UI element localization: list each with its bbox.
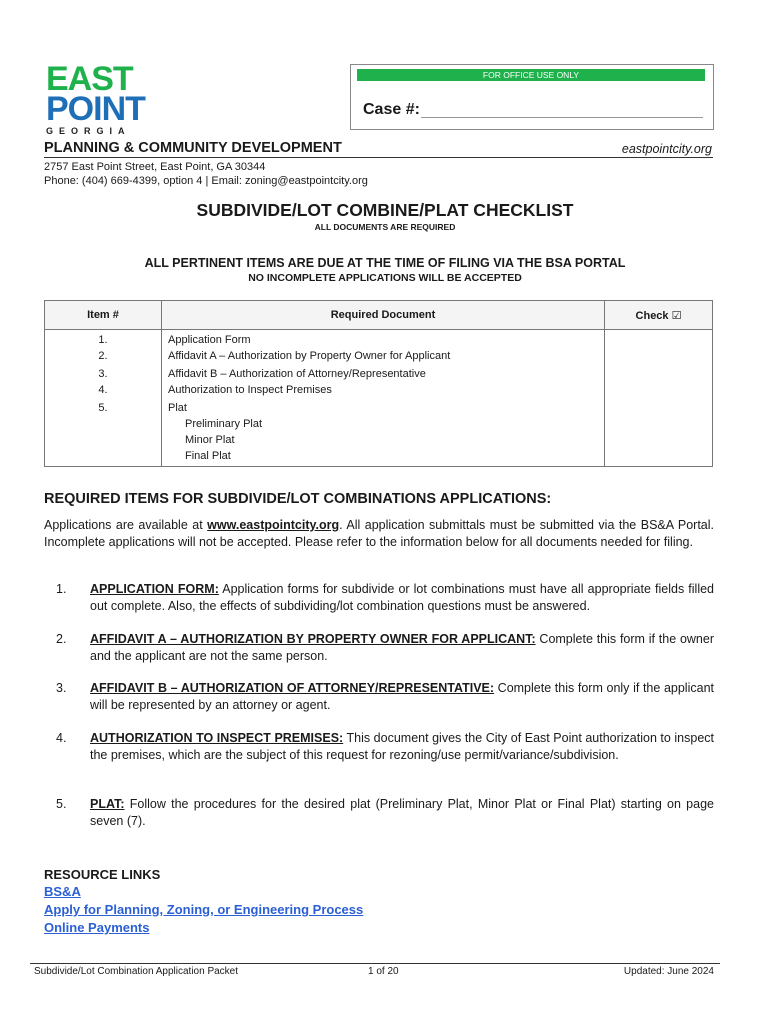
plat-subtype: Preliminary Plat [185,418,263,430]
page-number: 1 of 20 [368,966,399,977]
document-name: Authorization to Inspect Premises [168,384,332,396]
header-check: Check ☑ [605,301,713,330]
item-text: Complete this form only if the applicant will be represented by an attorney or agent. [90,681,714,712]
intro-text-cont: . All application submittals must be submitted via the BS&A Portal. Incomplete applications will not be accepted. Please refer to the information below for all documents needed for filing. [44,518,715,549]
office-use-banner: FOR OFFICE USE ONLY [357,69,705,81]
check-cell[interactable] [605,330,713,349]
check-cell[interactable] [605,382,713,398]
required-items-intro [44,517,714,550]
east-point-logo [46,60,146,136]
item-number: 3. [98,368,108,380]
item-number: 2. [98,350,108,362]
check-cell[interactable] [605,398,713,467]
list-item [44,631,714,664]
apply-process-link[interactable]: Apply for Planning, Zoning, or Engineering Process [44,902,364,917]
footer-divider [30,963,720,964]
page-title: SUBDIVIDE/LOT COMBINE/PLAT CHECKLIST [196,200,574,220]
required-items-heading: REQUIRED ITEMS FOR SUBDIVIDE/LOT COMBINATIONS APPLICATIONS: [44,491,552,507]
item-num: 1. [56,582,67,596]
bsa-link[interactable]: BS&A [44,884,81,899]
item-num: 3. [56,681,67,695]
table-row [45,398,713,467]
item-text: Follow the procedures for the desired plat (Preliminary Plat, Minor Plat or Final Plat) starting on page seven (7). [90,797,714,828]
eastpointcity-link[interactable]: www.eastpointcity.org [207,518,340,532]
table-row [45,364,713,382]
header-divider [44,157,713,158]
item-label: APPLICATION FORM: [90,582,219,596]
item-text: Complete this form if the owner and the applicant are not the same person. [90,632,714,663]
office-use-box [350,64,714,130]
header-item-number: Item # [45,301,162,330]
item-label: AFFIDAVIT B – AUTHORIZATION OF ATTORNEY/REPRESENTATIVE: [90,681,495,695]
header-required-document: Required Document [162,301,605,330]
incomplete-notice: NO INCOMPLETE APPLICATIONS WILL BE ACCEPTED [248,272,522,284]
case-number-label: Case #: [363,101,420,118]
plat-subtype: Final Plat [185,450,231,462]
item-num: 5. [56,797,67,811]
online-payments-link[interactable]: Online Payments [44,920,150,935]
item-num: 2. [56,632,67,646]
item-text: Application forms for subdivide or lot combinations must have all appropriate fields filled out complete. Also, the effects of subdividing/lot combination questions must be answered. [90,582,714,613]
department-name: PLANNING & COMMUNITY DEVELOPMENT [44,140,342,156]
document-name: Application Form [168,334,251,346]
table-row [45,382,713,398]
logo-georgia: GEORGIA [46,126,131,136]
item-text: This document gives the City of East Point authorization to inspect the premises, which are the subject of this request for rezoning/use permit/variance/subdivision. [90,731,714,762]
table-header-row [45,301,713,330]
footer-updated: Updated: June 2024 [623,966,714,977]
table-row [45,330,713,349]
document-name: Affidavit B – Authorization of Attorney/Representative [168,368,426,380]
phone-email: Phone: (404) 669-4399, option 4 | Email: zoning@eastpointcity.org [44,175,368,187]
logo-east: EAST [46,60,133,98]
item-number: 1. [98,334,108,346]
plat-subtype: Minor Plat [185,434,235,446]
item-label: AFFIDAVIT A – AUTHORIZATION BY PROPERTY OWNER FOR APPLICANT: [90,632,536,646]
item-label: AUTHORIZATION TO INSPECT PREMISES: [90,731,344,745]
checklist-table [44,300,713,467]
list-item [44,680,714,713]
due-notice: ALL PERTINENT ITEMS ARE DUE AT THE TIME OF FILING VIA THE BSA PORTAL [144,256,626,270]
item-number: 4. [98,384,108,396]
list-item [44,796,714,829]
logo-point: POINT [46,90,145,128]
case-number-field[interactable] [421,117,703,118]
resource-links-heading: RESOURCE LINKS [44,867,161,882]
list-item [44,730,714,763]
page-subtitle: ALL DOCUMENTS ARE REQUIRED [314,222,456,232]
footer-left: Subdivide/Lot Combination Application Packet [34,966,239,977]
list-item [44,581,714,614]
website-text: eastpointcity.org [621,142,712,156]
contact-info [44,160,368,188]
check-cell[interactable] [605,348,713,364]
item-num: 4. [56,731,67,745]
address: 2757 East Point Street, East Point, GA 30344 [44,161,266,173]
document-name: Affidavit A – Authorization by Property Owner for Applicant [168,350,451,362]
item-number: 5. [98,402,108,414]
check-cell[interactable] [605,364,713,382]
document-name: Plat [168,402,187,414]
table-row [45,348,713,364]
item-label: PLAT: [90,797,125,811]
intro-text: Applications are available at [44,518,208,532]
